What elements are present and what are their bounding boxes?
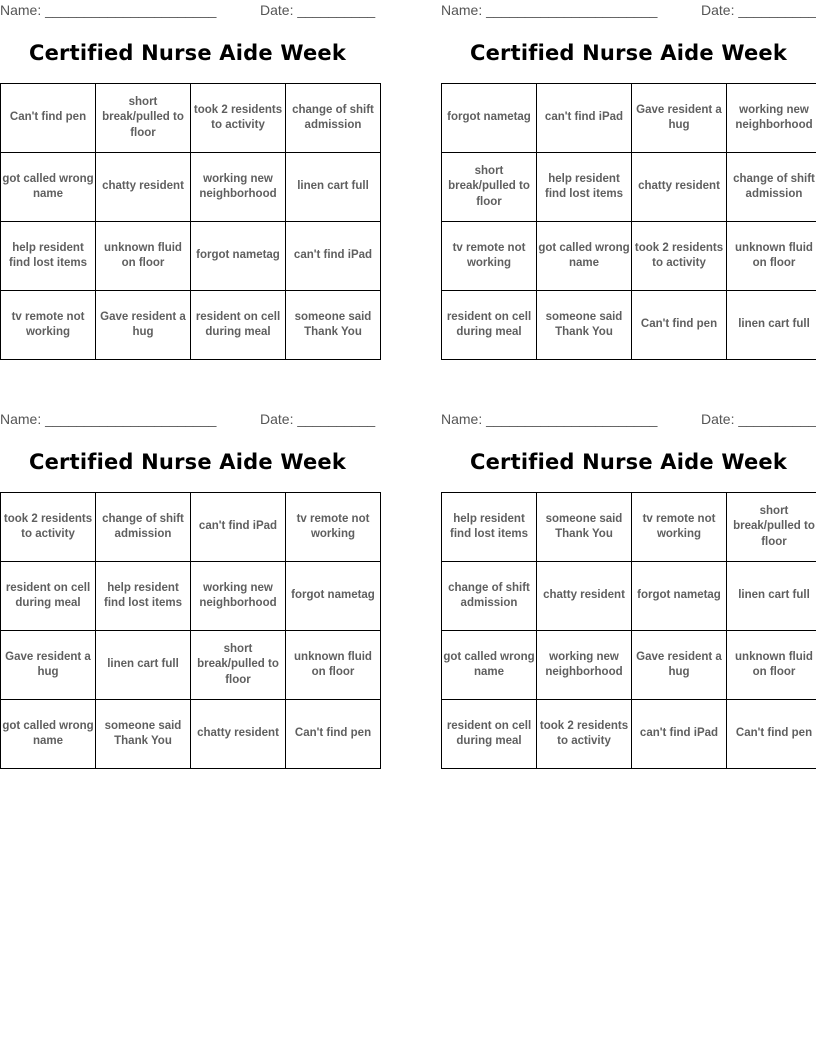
- grid-row: [1, 631, 381, 700]
- bingo-square: forgot nametag: [191, 222, 286, 291]
- grid-row: [1, 700, 381, 769]
- grid-row: [1, 493, 381, 562]
- bingo-square: unknown fluid on floor: [286, 631, 381, 700]
- grid-row: [442, 291, 816, 360]
- name-field-label: Name: ______________________: [441, 2, 658, 18]
- bingo-square: tv remote not working: [442, 222, 537, 291]
- bingo-square: Gave resident a hug: [632, 631, 727, 700]
- bingo-square: unknown fluid on floor: [727, 631, 816, 700]
- grid-row: [442, 700, 816, 769]
- grid-row: [1, 84, 381, 153]
- bingo-square: short break/pulled to floor: [96, 84, 191, 153]
- bingo-square: can't find iPad: [632, 700, 727, 769]
- bingo-square: someone said Thank You: [537, 493, 632, 562]
- bingo-square: tv remote not working: [632, 493, 727, 562]
- bingo-square: working new neighborhood: [191, 153, 286, 222]
- bingo-square: forgot nametag: [632, 562, 727, 631]
- bingo-square: change of shift admission: [442, 562, 537, 631]
- grid-row: [1, 222, 381, 291]
- bingo-square: Gave resident a hug: [1, 631, 96, 700]
- bingo-square: short break/pulled to floor: [727, 493, 816, 562]
- grid-row: [442, 562, 816, 631]
- bingo-square: help resident find lost items: [537, 153, 632, 222]
- bingo-square: someone said Thank You: [96, 700, 191, 769]
- bingo-grid: [0, 83, 381, 360]
- grid-row: [442, 222, 816, 291]
- bingo-card: [0, 409, 376, 747]
- bingo-square: can't find iPad: [191, 493, 286, 562]
- card-title: Certified Nurse Aide Week: [469, 450, 787, 474]
- bingo-square: Can't find pen: [632, 291, 727, 360]
- grid-row: [442, 153, 816, 222]
- bingo-square: tv remote not working: [286, 493, 381, 562]
- bingo-square: resident on cell during meal: [442, 291, 537, 360]
- bingo-square: can't find iPad: [286, 222, 381, 291]
- bingo-square: took 2 residents to activity: [191, 84, 286, 153]
- card-title: Certified Nurse Aide Week: [469, 41, 787, 65]
- bingo-square: help resident find lost items: [442, 493, 537, 562]
- bingo-square: help resident find lost items: [96, 562, 191, 631]
- grid-row: [442, 84, 816, 153]
- bingo-square: tv remote not working: [1, 291, 96, 360]
- bingo-square: linen cart full: [727, 291, 816, 360]
- bingo-square: took 2 residents to activity: [537, 700, 632, 769]
- bingo-square: took 2 residents to activity: [1, 493, 96, 562]
- grid-row: [442, 631, 816, 700]
- bingo-square: someone said Thank You: [537, 291, 632, 360]
- bingo-square: forgot nametag: [286, 562, 381, 631]
- bingo-square: working new neighborhood: [727, 84, 816, 153]
- grid-row: [442, 493, 816, 562]
- bingo-square: chatty resident: [96, 153, 191, 222]
- date-field-label: Date: __________: [701, 2, 816, 18]
- bingo-square: got called wrong name: [1, 153, 96, 222]
- card-title: Certified Nurse Aide Week: [28, 41, 346, 65]
- bingo-square: change of shift admission: [96, 493, 191, 562]
- bingo-square: working new neighborhood: [191, 562, 286, 631]
- name-date-row: [0, 409, 375, 431]
- bingo-square: chatty resident: [191, 700, 286, 769]
- bingo-square: got called wrong name: [1, 700, 96, 769]
- name-date-row: [441, 0, 816, 22]
- bingo-square: Can't find pen: [1, 84, 96, 153]
- bingo-square: Can't find pen: [286, 700, 381, 769]
- bingo-square: resident on cell during meal: [1, 562, 96, 631]
- bingo-square: linen cart full: [96, 631, 191, 700]
- bingo-square: Gave resident a hug: [96, 291, 191, 360]
- name-date-row: [441, 409, 816, 431]
- bingo-square: unknown fluid on floor: [96, 222, 191, 291]
- date-field-label: Date: __________: [260, 411, 376, 427]
- bingo-square: change of shift admission: [286, 84, 381, 153]
- bingo-square: linen cart full: [727, 562, 816, 631]
- bingo-square: short break/pulled to floor: [191, 631, 286, 700]
- bingo-grid: [441, 492, 816, 769]
- bingo-square: took 2 residents to activity: [632, 222, 727, 291]
- name-field-label: Name: ______________________: [441, 411, 658, 427]
- grid-row: [1, 291, 381, 360]
- bingo-grid: [441, 83, 816, 360]
- date-field-label: Date: __________: [260, 2, 376, 18]
- bingo-square: someone said Thank You: [286, 291, 381, 360]
- grid-row: [1, 562, 381, 631]
- bingo-square: resident on cell during meal: [191, 291, 286, 360]
- bingo-card: [441, 0, 816, 338]
- name-field-label: Name: ______________________: [0, 411, 217, 427]
- bingo-square: chatty resident: [537, 562, 632, 631]
- bingo-square: got called wrong name: [537, 222, 632, 291]
- bingo-square: short break/pulled to floor: [442, 153, 537, 222]
- bingo-square: change of shift admission: [727, 153, 816, 222]
- bingo-square: unknown fluid on floor: [727, 222, 816, 291]
- name-date-row: [0, 0, 375, 22]
- bingo-grid: [0, 492, 381, 769]
- bingo-square: got called wrong name: [442, 631, 537, 700]
- grid-row: [1, 153, 381, 222]
- bingo-square: Gave resident a hug: [632, 84, 727, 153]
- bingo-card: [441, 409, 816, 747]
- bingo-square: chatty resident: [632, 153, 727, 222]
- bingo-square: help resident find lost items: [1, 222, 96, 291]
- card-title: Certified Nurse Aide Week: [28, 450, 346, 474]
- bingo-square: can't find iPad: [537, 84, 632, 153]
- date-field-label: Date: __________: [701, 411, 816, 427]
- bingo-card: [0, 0, 376, 338]
- bingo-square: resident on cell during meal: [442, 700, 537, 769]
- bingo-square: working new neighborhood: [537, 631, 632, 700]
- bingo-square: linen cart full: [286, 153, 381, 222]
- bingo-square: Can't find pen: [727, 700, 816, 769]
- bingo-square: forgot nametag: [442, 84, 537, 153]
- name-field-label: Name: ______________________: [0, 2, 217, 18]
